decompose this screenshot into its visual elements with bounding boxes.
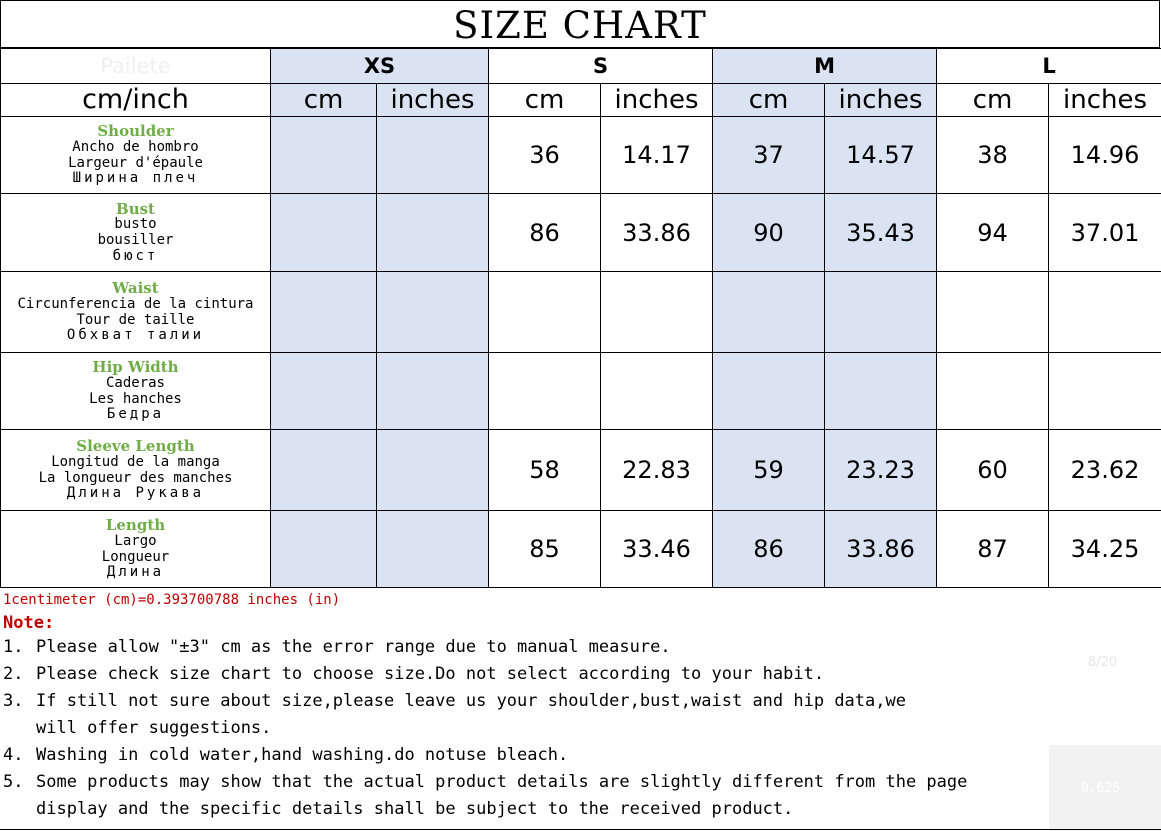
measurement-label xyxy=(1,353,271,430)
measurement-value: 33.46 xyxy=(601,511,713,588)
measurement-row xyxy=(1,353,1161,430)
zoom-level: 0.625 xyxy=(1081,781,1121,796)
measurement-value: 14.17 xyxy=(601,117,713,194)
size-m-header: M xyxy=(713,49,937,84)
measurement-value xyxy=(377,430,489,511)
unit-header-row xyxy=(1,84,1161,117)
note-item xyxy=(3,688,1063,742)
measurement-value: 14.96 xyxy=(1049,117,1161,194)
measurement-value: 38 xyxy=(937,117,1049,194)
note-text: Some products may show that the actual product details are slightly different from the page display and the specific details shall be subject to the received product. xyxy=(36,772,968,819)
unit-m-inches: inches xyxy=(825,84,937,117)
measurement-name-es: Circunferencia de la cintura xyxy=(17,295,254,312)
measurement-value: 23.23 xyxy=(825,430,937,511)
measurement-value xyxy=(1049,272,1161,353)
measurement-value: 58 xyxy=(489,430,601,511)
measurement-label xyxy=(1,511,271,588)
measurement-value xyxy=(489,272,601,353)
measurement-label xyxy=(1,194,271,272)
measurement-name-ru: Длина Рукава xyxy=(66,485,205,502)
notes-section xyxy=(3,590,1063,823)
note-text: Washing in cold water,hand washing.do notuse bleach. xyxy=(36,745,569,765)
measurement-value xyxy=(271,117,377,194)
measurement-value: 60 xyxy=(937,430,1049,511)
measurement-value: 36 xyxy=(489,117,601,194)
measurement-value: 37 xyxy=(713,117,825,194)
measurement-name-ru: Длина xyxy=(106,564,165,581)
note-text: Please check size chart to choose size.Do not select according to your habit. xyxy=(36,664,825,684)
measurement-row xyxy=(1,511,1161,588)
chart-title: SIZE CHART xyxy=(0,0,1160,48)
note-number: 1. xyxy=(3,637,24,657)
measurement-name-ru: Ширина плеч xyxy=(72,170,199,187)
note-item xyxy=(3,742,1063,769)
measurement-name-fr: bousiller xyxy=(97,232,174,249)
measurement-value xyxy=(825,353,937,430)
measurement-value: 37.01 xyxy=(1049,194,1161,272)
measurement-row xyxy=(1,430,1161,511)
measurement-value xyxy=(271,353,377,430)
conversion-note: 1centimeter (cm)=0.393700788 inches (in) xyxy=(3,592,341,608)
measurement-value xyxy=(601,272,713,353)
size-header-row xyxy=(1,49,1161,84)
unit-s-cm: cm xyxy=(489,84,601,117)
measurement-row xyxy=(1,272,1161,353)
measurement-value xyxy=(271,194,377,272)
brand-watermark: Pailete xyxy=(1,49,271,84)
note-item xyxy=(3,769,1063,823)
unit-m-cm: cm xyxy=(713,84,825,117)
measurement-name-fr: Largeur d'épaule xyxy=(68,154,203,171)
unit-xs-inches: inches xyxy=(377,84,489,117)
measurement-value xyxy=(271,272,377,353)
measurement-name-ru: Бедра xyxy=(106,406,165,423)
notes-list xyxy=(3,634,1063,823)
note-number: 5. xyxy=(3,772,24,792)
measurement-name-en: Waist xyxy=(112,279,159,298)
measurement-name-en: Sleeve Length xyxy=(76,437,195,456)
unit-s-inches: inches xyxy=(601,84,713,117)
measurement-value xyxy=(377,194,489,272)
measurement-value xyxy=(271,430,377,511)
measurement-label xyxy=(1,272,271,353)
measurement-name-es: Largo xyxy=(114,532,157,549)
measurement-label xyxy=(1,430,271,511)
bottom-divider xyxy=(0,829,1161,830)
measurement-value xyxy=(489,353,601,430)
measurement-value: 23.62 xyxy=(1049,430,1161,511)
unit-xs-cm: cm xyxy=(271,84,377,117)
measurement-name-ru: бюст xyxy=(112,247,159,264)
measurement-name-en: Length xyxy=(105,516,166,535)
measurement-value: 14.57 xyxy=(825,117,937,194)
unit-l-cm: cm xyxy=(937,84,1049,117)
measurement-name-es: busto xyxy=(114,216,157,233)
size-xs-header: XS xyxy=(271,49,489,84)
unit-l-inches: inches xyxy=(1049,84,1161,117)
measurement-name-fr: La longueur des manches xyxy=(38,469,233,486)
measurement-value xyxy=(1049,353,1161,430)
measurement-value xyxy=(271,511,377,588)
measurement-name-es: Ancho de hombro xyxy=(72,138,199,155)
measurement-value xyxy=(937,272,1049,353)
measurement-value xyxy=(601,353,713,430)
page-indicator: 8/20 xyxy=(1088,655,1118,670)
note-item xyxy=(3,661,1063,688)
measurement-value: 86 xyxy=(489,194,601,272)
zoom-indicator xyxy=(1049,745,1161,831)
measurement-name-ru: Обхват талии xyxy=(66,327,205,344)
measurement-name-fr: Les hanches xyxy=(89,390,182,407)
measurement-value: 59 xyxy=(713,430,825,511)
measurement-row xyxy=(1,194,1161,272)
measurement-name-en: Shoulder xyxy=(97,122,174,141)
note-heading: Note: xyxy=(3,613,55,633)
measurement-value: 85 xyxy=(489,511,601,588)
measurement-row xyxy=(1,117,1161,194)
measurement-name-es: Caderas xyxy=(105,374,165,391)
measurement-value: 33.86 xyxy=(601,194,713,272)
measurement-value: 94 xyxy=(937,194,1049,272)
measurement-value: 90 xyxy=(713,194,825,272)
note-number: 4. xyxy=(3,745,24,765)
note-text: If still not sure about size,please leave us your shoulder,bust,waist and hip data,we will offer suggestions. xyxy=(36,691,906,738)
note-number: 3. xyxy=(3,691,24,711)
note-text: Please allow "±3" cm as the error range due to manual measure. xyxy=(36,637,671,657)
note-item xyxy=(3,634,1063,661)
unit-label: cm/inch xyxy=(1,84,271,117)
measurement-name-fr: Longueur xyxy=(101,548,170,565)
measurement-value xyxy=(713,353,825,430)
measurement-value xyxy=(377,511,489,588)
measurement-name-en: Hip Width xyxy=(92,358,179,377)
size-l-header: L xyxy=(937,49,1161,84)
measurement-value xyxy=(377,272,489,353)
measurement-label xyxy=(1,117,271,194)
measurement-value: 22.83 xyxy=(601,430,713,511)
measurement-value: 86 xyxy=(713,511,825,588)
measurement-value xyxy=(713,272,825,353)
measurement-value: 34.25 xyxy=(1049,511,1161,588)
measurement-value xyxy=(825,272,937,353)
note-number: 2. xyxy=(3,664,24,684)
measurement-value xyxy=(937,353,1049,430)
size-s-header: S xyxy=(489,49,713,84)
measurement-name-es: Longitud de la manga xyxy=(51,453,220,470)
size-chart-table xyxy=(0,48,1161,588)
measurement-value xyxy=(377,353,489,430)
measurement-name-fr: Tour de taille xyxy=(76,311,195,328)
measurement-name-en: Bust xyxy=(116,199,155,218)
measurement-value: 87 xyxy=(937,511,1049,588)
measurement-value xyxy=(377,117,489,194)
measurement-value: 33.86 xyxy=(825,511,937,588)
measurement-value: 35.43 xyxy=(825,194,937,272)
